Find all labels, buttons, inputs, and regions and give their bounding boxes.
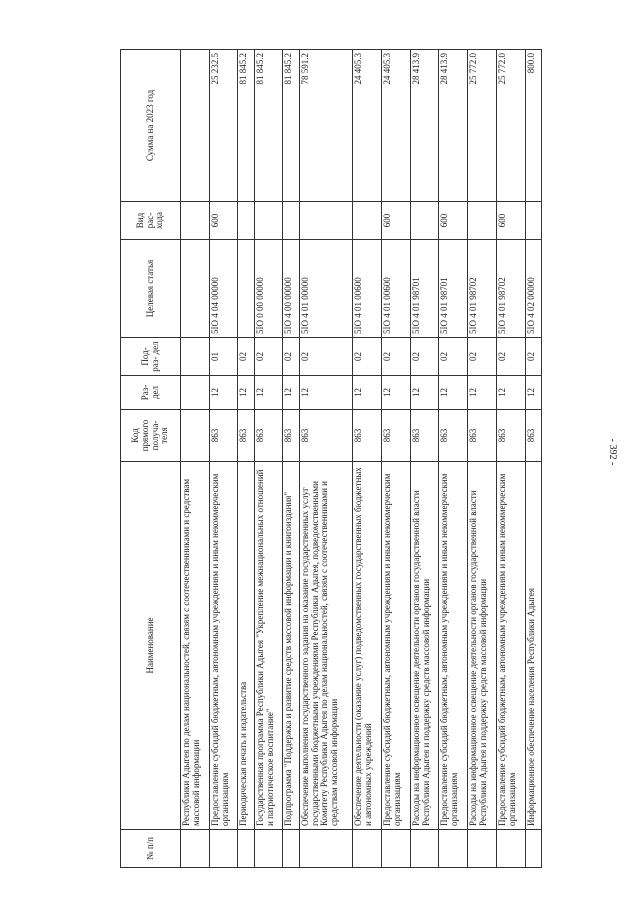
cell-expense: [299, 202, 353, 240]
cell-sum: 24 405.3: [382, 50, 411, 202]
cell-expense: [353, 202, 382, 240]
cell-section: 12: [238, 376, 254, 410]
header-section: Раз- дел: [121, 376, 181, 410]
cell-expense: 600: [439, 202, 468, 240]
cell-subsection: 02: [410, 338, 439, 376]
cell-section: 12: [439, 376, 468, 410]
cell-no: [496, 830, 525, 868]
cell-section: [181, 376, 210, 410]
cell-no: [254, 830, 283, 868]
cell-subsection: 02: [439, 338, 468, 376]
cell-subsection: 02: [382, 338, 411, 376]
cell-code: 863: [209, 410, 238, 462]
cell-expense: [181, 202, 210, 240]
cell-code: 863: [525, 410, 541, 462]
page-number: - 392 -: [607, 438, 619, 466]
table-row: [410, 50, 439, 868]
cell-code: 863: [496, 410, 525, 462]
table-row: [496, 50, 525, 868]
cell-subsection: 02: [496, 338, 525, 376]
cell-code: 863: [382, 410, 411, 462]
cell-no: [410, 830, 439, 868]
cell-sum: 25 772.0: [468, 50, 497, 202]
cell-section: 12: [353, 376, 382, 410]
cell-name: Республики Адыгея по делам национальностей, связям с соотечественниками и средствам массовой информации: [181, 462, 210, 830]
cell-sum: 78 591.2: [299, 50, 353, 202]
cell-no: [353, 830, 382, 868]
cell-name: Государственная программа Республики Адыгея "Укрепление межнациональных отношений и патриотическое воспитание": [254, 462, 283, 830]
cell-no: [209, 830, 238, 868]
cell-article: 5IO 4 01 98701: [439, 240, 468, 338]
header-expense: Вид рас- хода: [121, 202, 181, 240]
cell-sum: [181, 50, 210, 202]
cell-sum: 81 845.2: [283, 50, 299, 202]
cell-name: Предоставление субсидий бюджетным, автономным учреждениям и иным некоммерческим организациям: [382, 462, 411, 830]
cell-name: Подпрограмма "Поддержка и развитие средств массовой информации и книгоиздания": [283, 462, 299, 830]
cell-subsection: 02: [238, 338, 254, 376]
cell-subsection: 01: [209, 338, 238, 376]
cell-name: Предоставление субсидий бюджетным, автономным учреждениям и иным некоммерческим организациям: [209, 462, 238, 830]
cell-name: Информационное обеспечение населения Республики Адыгея: [525, 462, 541, 830]
cell-name: Предоставление субсидий бюджетным, автономным учреждениям и иным некоммерческим организациям: [496, 462, 525, 830]
cell-expense: 600: [382, 202, 411, 240]
cell-code: 863: [299, 410, 353, 462]
table-header-row: [121, 50, 181, 868]
cell-article: 5IO 4 01 98702: [496, 240, 525, 338]
cell-sum: 28 413.9: [439, 50, 468, 202]
table-row: [525, 50, 541, 868]
cell-expense: [283, 202, 299, 240]
header-sum: Сумма на 2023 год: [121, 50, 181, 202]
cell-subsection: 02: [254, 338, 283, 376]
cell-subsection: [181, 338, 210, 376]
cell-no: [468, 830, 497, 868]
cell-name: Периодическая печать и издательства: [238, 462, 254, 830]
cell-expense: [410, 202, 439, 240]
table-row: [283, 50, 299, 868]
cell-code: 863: [439, 410, 468, 462]
cell-name: Расходы на информационное освещение деятельности органов государственной власти Республики Адыгея и поддержку средств массовой информации: [468, 462, 497, 830]
cell-sum: 25 232.5: [209, 50, 238, 202]
table-row: [209, 50, 238, 868]
cell-article: 5IO 4 04 00000: [209, 240, 238, 338]
cell-article: 5IO 4 01 98702: [468, 240, 497, 338]
cell-article: 5IO 4 01 00000: [299, 240, 353, 338]
cell-article: [181, 240, 210, 338]
cell-code: 863: [283, 410, 299, 462]
header-name: Наименование: [121, 462, 181, 830]
table-row: [439, 50, 468, 868]
table-row: [238, 50, 254, 868]
cell-section: 12: [283, 376, 299, 410]
cell-code: 863: [254, 410, 283, 462]
cell-code: [181, 410, 210, 462]
header-article: Целевая статья: [121, 240, 181, 338]
cell-sum: 25 772.0: [496, 50, 525, 202]
cell-expense: 600: [209, 202, 238, 240]
table-row: [382, 50, 411, 868]
cell-subsection: 02: [299, 338, 353, 376]
cell-name: Предоставление субсидий бюджетным, автономным учреждениям и иным некоммерческим организациям: [439, 462, 468, 830]
cell-section: 12: [382, 376, 411, 410]
table-row: [254, 50, 283, 868]
cell-subsection: 02: [353, 338, 382, 376]
cell-subsection: 02: [468, 338, 497, 376]
cell-section: 12: [254, 376, 283, 410]
cell-name: Обеспечение деятельности (оказание услуг) подведомственных государственных бюджетных и автономных учреждений: [353, 462, 382, 830]
header-no: № п/п: [121, 830, 181, 868]
table-row: [468, 50, 497, 868]
header-code: Код прямого получа- теля: [121, 410, 181, 462]
cell-sum: 800.0: [525, 50, 541, 202]
cell-no: [525, 830, 541, 868]
cell-no: [382, 830, 411, 868]
cell-section: 12: [410, 376, 439, 410]
cell-no: [181, 830, 210, 868]
document-page: [120, 50, 542, 868]
cell-article: 5IO 0 00 00000: [254, 240, 283, 338]
cell-code: 863: [353, 410, 382, 462]
cell-no: [283, 830, 299, 868]
cell-expense: [238, 202, 254, 240]
cell-article: 5IO 4 01 98701: [410, 240, 439, 338]
cell-expense: 600: [496, 202, 525, 240]
cell-sum: 81 845.2: [254, 50, 283, 202]
cell-article: 5IO 4 01 00600: [382, 240, 411, 338]
cell-code: 863: [410, 410, 439, 462]
cell-code: 863: [468, 410, 497, 462]
cell-article: 5IO 4 01 00600: [353, 240, 382, 338]
cell-section: 12: [496, 376, 525, 410]
table-row: [353, 50, 382, 868]
cell-no: [439, 830, 468, 868]
cell-sum: 28 413.9: [410, 50, 439, 202]
cell-name: Расходы на информационное освещение деятельности органов государственной власти Республики Адыгея и поддержку средств массовой информации: [410, 462, 439, 830]
cell-code: 863: [238, 410, 254, 462]
cell-subsection: 02: [525, 338, 541, 376]
table-row: [181, 50, 210, 868]
header-subsection: Под- раз- дел: [121, 338, 181, 376]
cell-section: 12: [525, 376, 541, 410]
cell-article: 5IO 4 00 00000: [283, 240, 299, 338]
budget-table: [120, 49, 542, 868]
cell-section: 12: [209, 376, 238, 410]
cell-subsection: 02: [283, 338, 299, 376]
table-row: [299, 50, 353, 868]
cell-no: [238, 830, 254, 868]
cell-sum: 81 845.2: [238, 50, 254, 202]
cell-section: 12: [299, 376, 353, 410]
cell-expense: [254, 202, 283, 240]
cell-article: 5IO 4 02 00000: [525, 240, 541, 338]
cell-expense: [525, 202, 541, 240]
cell-article: [238, 240, 254, 338]
cell-expense: [468, 202, 497, 240]
cell-no: [299, 830, 353, 868]
cell-sum: 24 405.3: [353, 50, 382, 202]
cell-name: Обеспечение выполнения государственного задания на оказание государственных услуг государственными бюджетными учреждениями Республики Адыгея, подведомственными Комитету Республики Адыгея по делам национальностей, связям с соотечественниками и средствам массовой информации: [299, 462, 353, 830]
cell-section: 12: [468, 376, 497, 410]
